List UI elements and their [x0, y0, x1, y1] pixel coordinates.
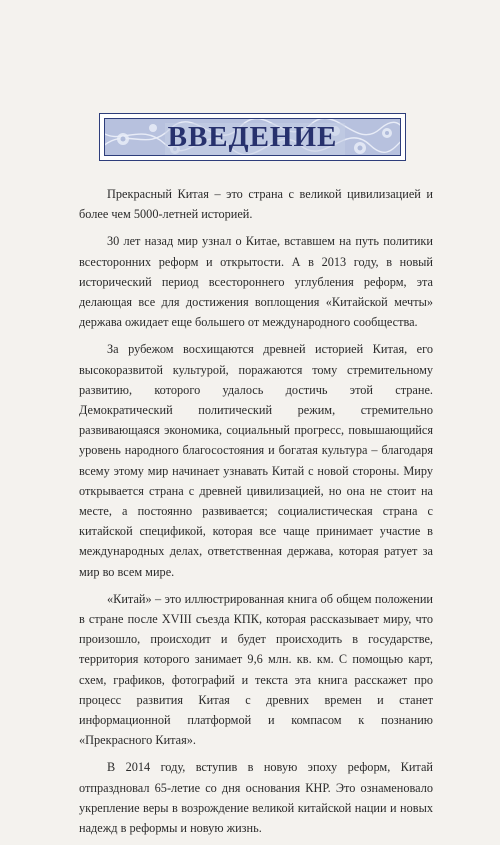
paragraph: Прекрасный Китая – это страна с великой цивилизацией и более чем 5000-летней историей. [79, 187, 433, 222]
page-title: ВВЕДЕНИЕ [167, 120, 338, 153]
title-banner-inner [104, 118, 401, 156]
paragraph: 30 лет назад мир узнал о Китае, вставшем на путь политики всесторонних реформ и открытости. А в 2013 году, в новый исторический период всестороннего углубления реформ, эта делающая все для достижения воплощения «Китайской мечты» держава ожидает еще большего от международного сообщества. [79, 234, 433, 330]
paragraph: «Китай» – это иллюстрированная книга об общем положении в стране после XVIII съезда КПК, которая рассказывает миру, что произошло, происходит и будет происходить в государстве, территория которого занимает 9,6 млн. кв. км. С помощью карт, схем, графиков, фотографий и текста эта книга расскажет про процесс развития Китая с древних времен и станет информационной платформой и компасом к познанию «Прекрасного Китая». [79, 591, 433, 748]
paragraph: За рубежом восхищаются древней историей Китая, его высокоразвитой культурой, поражаются тому стремительному развитию, которого удалось достичь этой стране. Демократический политический режим, стремительно развивающаяся экономика, социальный прогресс, повышающийся уровень народного благосостояния и богатая культура – благодаря всему этому мир начинает узнавать Китай с новой стороны. Миру открывается страна с древней цивилизацией, но она не стоит на месте, а постоянно развивается; социалистическая страна с китайской спецификой, которая все чаще принимает участие в международных делах, ответственная держава, которая ратует за мир во всем мире. [79, 342, 433, 579]
title-banner [99, 113, 406, 161]
paragraph: В 2014 году, вступив в новую эпоху реформ, Китай отпраздновал 65-летие со дня основания КНР. Это ознаменовало укрепление веры в возрождение великой китайской нации и новых надежд в реформы и новую жизнь. [79, 760, 433, 836]
body-text [79, 184, 433, 845]
